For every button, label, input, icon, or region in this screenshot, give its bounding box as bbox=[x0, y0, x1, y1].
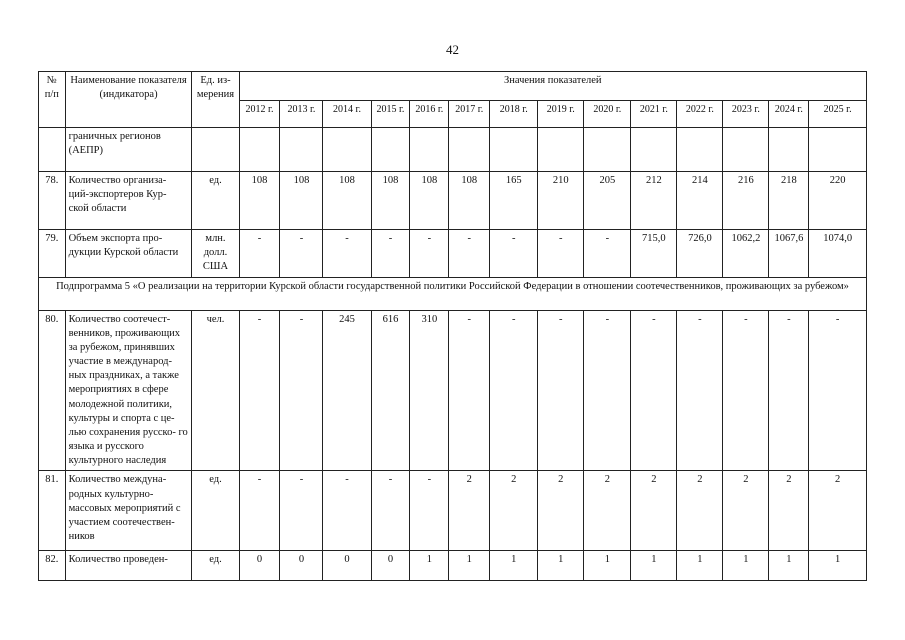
header-year: 2013 г. bbox=[280, 101, 323, 128]
value-cell: 1 bbox=[631, 551, 677, 581]
value-cell: - bbox=[769, 310, 809, 471]
indicator-name: Количество соотечест- венников, проживающих за рубежом, принявших участие в международ- ных праздниках, а также мероприятиях в сфере молодежной политики, культуры и спорта с це- лью сохранения русско- го языка и русского культурного наследия bbox=[65, 310, 192, 471]
value-cell: 2 bbox=[677, 471, 723, 551]
value-cell: - bbox=[280, 310, 323, 471]
value-cell: 2 bbox=[769, 471, 809, 551]
header-year: 2024 г. bbox=[769, 101, 809, 128]
subprogram-title: Подпрограмма 5 «О реализации на территории Курской области государственной политики Российской Федерации в отношении соотечественников, проживающих за рубежом» bbox=[39, 277, 867, 310]
continued-name: граничных регионов (АЕПР) bbox=[65, 128, 192, 172]
value-cell: 108 bbox=[371, 172, 410, 230]
value-cell: - bbox=[584, 310, 631, 471]
value-cell: - bbox=[239, 471, 280, 551]
value-cell: - bbox=[280, 471, 323, 551]
value-cell: - bbox=[490, 310, 538, 471]
value-cell: 220 bbox=[809, 172, 867, 230]
header-year: 2012 г. bbox=[239, 101, 280, 128]
value-cell: - bbox=[323, 230, 371, 278]
value-cell: 210 bbox=[538, 172, 584, 230]
row-number: 80. bbox=[39, 310, 66, 471]
value-cell: 616 bbox=[371, 310, 410, 471]
value-cell: 2 bbox=[584, 471, 631, 551]
table-row bbox=[39, 471, 867, 551]
header-year: 2022 г. bbox=[677, 101, 723, 128]
continued-unit bbox=[192, 128, 239, 172]
header-year: 2021 г. bbox=[631, 101, 677, 128]
value-cell: - bbox=[323, 471, 371, 551]
value-cell: - bbox=[809, 310, 867, 471]
value-cell: 108 bbox=[410, 172, 449, 230]
header-unit: Ед. из- мерения bbox=[192, 72, 239, 128]
value-cell: 2 bbox=[723, 471, 769, 551]
table-row bbox=[39, 230, 867, 278]
value-cell: - bbox=[723, 310, 769, 471]
value-cell: 1 bbox=[809, 551, 867, 581]
value-cell: - bbox=[538, 310, 584, 471]
value-cell: 245 bbox=[323, 310, 371, 471]
row-number: 81. bbox=[39, 471, 66, 551]
indicator-name: Количество организа- ций-экспортеров Кур- ской области bbox=[65, 172, 192, 230]
value-cell: 2 bbox=[631, 471, 677, 551]
value-cell: 1062,2 bbox=[723, 230, 769, 278]
value-cell: 0 bbox=[239, 551, 280, 581]
value-cell: 1 bbox=[449, 551, 490, 581]
header-row bbox=[39, 72, 867, 101]
indicator-name: Количество проведен- bbox=[65, 551, 192, 581]
header-year: 2014 г. bbox=[323, 101, 371, 128]
value-cell: 1067,6 bbox=[769, 230, 809, 278]
value-cell: 1074,0 bbox=[809, 230, 867, 278]
header-values-title: Значения показателей bbox=[239, 72, 866, 101]
value-cell: 1 bbox=[723, 551, 769, 581]
value-cell: - bbox=[371, 230, 410, 278]
indicators-table bbox=[38, 71, 867, 581]
value-cell: 108 bbox=[239, 172, 280, 230]
value-cell: - bbox=[239, 310, 280, 471]
value-cell: - bbox=[410, 471, 449, 551]
unit-cell: млн. долл. США bbox=[192, 230, 239, 278]
value-cell: - bbox=[239, 230, 280, 278]
value-cell: - bbox=[538, 230, 584, 278]
value-cell: 214 bbox=[677, 172, 723, 230]
value-cell: - bbox=[677, 310, 723, 471]
unit-cell: чел. bbox=[192, 310, 239, 471]
table-row bbox=[39, 310, 867, 471]
row-number: 79. bbox=[39, 230, 66, 278]
value-cell: 108 bbox=[323, 172, 371, 230]
value-cell: 2 bbox=[809, 471, 867, 551]
value-cell: 1 bbox=[584, 551, 631, 581]
value-cell: 108 bbox=[280, 172, 323, 230]
value-cell: 1 bbox=[677, 551, 723, 581]
header-name: Наименование показателя (индикатора) bbox=[65, 72, 192, 128]
table-row bbox=[39, 551, 867, 581]
value-cell: - bbox=[631, 310, 677, 471]
table-row bbox=[39, 172, 867, 230]
value-cell: 0 bbox=[371, 551, 410, 581]
value-cell: 1 bbox=[490, 551, 538, 581]
value-cell: - bbox=[449, 310, 490, 471]
value-cell: - bbox=[280, 230, 323, 278]
value-cell: 726,0 bbox=[677, 230, 723, 278]
header-year: 2016 г. bbox=[410, 101, 449, 128]
value-cell: 216 bbox=[723, 172, 769, 230]
value-cell: 218 bbox=[769, 172, 809, 230]
value-cell: - bbox=[584, 230, 631, 278]
value-cell: - bbox=[490, 230, 538, 278]
value-cell: 1 bbox=[410, 551, 449, 581]
header-year: 2023 г. bbox=[723, 101, 769, 128]
unit-cell: ед. bbox=[192, 551, 239, 581]
value-cell: - bbox=[371, 471, 410, 551]
value-cell: - bbox=[449, 230, 490, 278]
indicator-name: Количество междуна- родных культурно- массовых мероприятий с участием соотечествен- ников bbox=[65, 471, 192, 551]
page-number: 42 bbox=[446, 42, 459, 57]
row-number: 82. bbox=[39, 551, 66, 581]
header-year: 2017 г. bbox=[449, 101, 490, 128]
unit-cell: ед. bbox=[192, 172, 239, 230]
value-cell: 310 bbox=[410, 310, 449, 471]
header-year: 2015 г. bbox=[371, 101, 410, 128]
value-cell: 212 bbox=[631, 172, 677, 230]
value-cell: - bbox=[410, 230, 449, 278]
header-year: 2019 г. bbox=[538, 101, 584, 128]
value-cell: 165 bbox=[490, 172, 538, 230]
header-no: № п/п bbox=[39, 72, 66, 128]
row-number: 78. bbox=[39, 172, 66, 230]
header-year: 2018 г. bbox=[490, 101, 538, 128]
header-year: 2020 г. bbox=[584, 101, 631, 128]
indicator-name: Объем экспорта про- дукции Курской области bbox=[65, 230, 192, 278]
value-cell: 108 bbox=[449, 172, 490, 230]
value-cell: 2 bbox=[538, 471, 584, 551]
continued-no bbox=[39, 128, 66, 172]
subprogram-row bbox=[39, 277, 867, 310]
value-cell: 2 bbox=[490, 471, 538, 551]
continued-values bbox=[239, 128, 280, 172]
value-cell: 205 bbox=[584, 172, 631, 230]
value-cell: 715,0 bbox=[631, 230, 677, 278]
header-year: 2025 г. bbox=[809, 101, 867, 128]
value-cell: 1 bbox=[769, 551, 809, 581]
value-cell: 0 bbox=[323, 551, 371, 581]
value-cell: 0 bbox=[280, 551, 323, 581]
value-cell: 2 bbox=[449, 471, 490, 551]
unit-cell: ед. bbox=[192, 471, 239, 551]
continued-row bbox=[39, 128, 867, 172]
value-cell: 1 bbox=[538, 551, 584, 581]
